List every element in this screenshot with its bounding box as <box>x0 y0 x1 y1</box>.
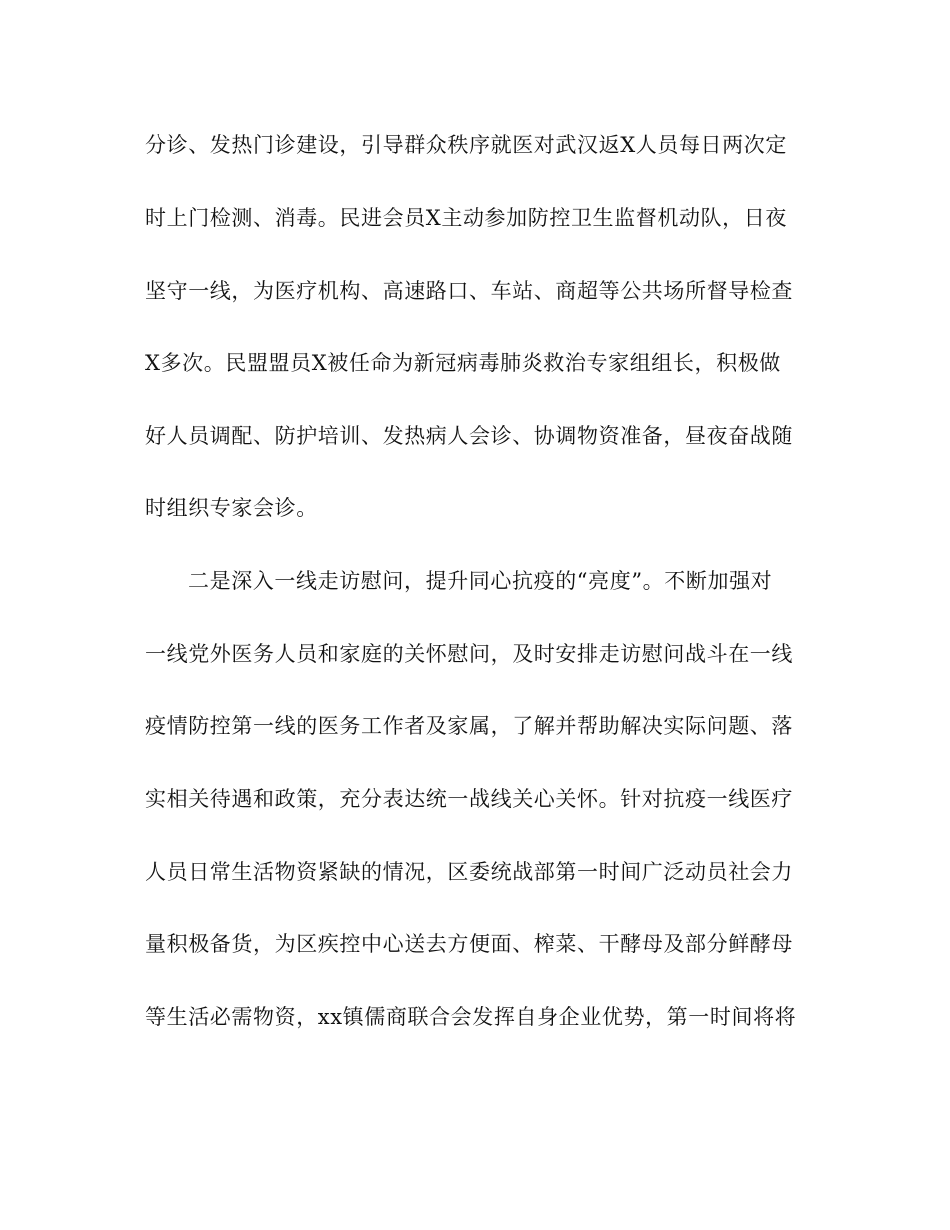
text-line: 等生活必需物资，xx镇儒商联合会发挥自身企业优势，第一时间将将 <box>145 1005 797 1029</box>
text-line: 疫情防控第一线的医务工作者及家属，了解并帮助解决实际问题、落 <box>145 714 793 738</box>
text-line: 时组织专家会诊。 <box>145 496 318 520</box>
text-line: 分诊、发热门诊建设，引导群众秩序就医对武汉返Ⅹ人员每日两次定 <box>145 133 787 157</box>
text-line: 人员日常生活物资紧缺的情况，区委统战部第一时间广泛动员社会力 <box>145 860 793 884</box>
text-line: 量积极备货，为区疾控中心送去方便面、榨菜、干酵母及部分鲜酵母 <box>145 932 793 956</box>
paragraph-first-line: 二是深入一线走访慰问，提升同心抗疫的“亮度”。不断加强对 <box>188 569 773 593</box>
text-line: 时上门检测、消毒。民进会员Ⅹ主动参加防控卫生监督机动队，日夜 <box>145 206 787 230</box>
text-line: 实相关待遇和政策，充分表达统一战线关心关怀。针对抗疫一线医疗 <box>145 787 793 811</box>
text-line: Ⅹ多次。民盟盟员Ⅹ被任命为新冠病毒肺炎救治专家组组长，积极做 <box>145 351 781 375</box>
text-line: 好人员调配、防护培训、发热病人会诊、协调物资准备，昼夜奋战随 <box>145 424 793 448</box>
text-line: 一线党外医务人员和家庭的关怀慰问，及时安排走访慰问战斗在一线 <box>145 642 793 666</box>
text-line: 坚守一线，为医疗机构、高速路口、车站、商超等公共场所督导检查 <box>145 279 793 303</box>
